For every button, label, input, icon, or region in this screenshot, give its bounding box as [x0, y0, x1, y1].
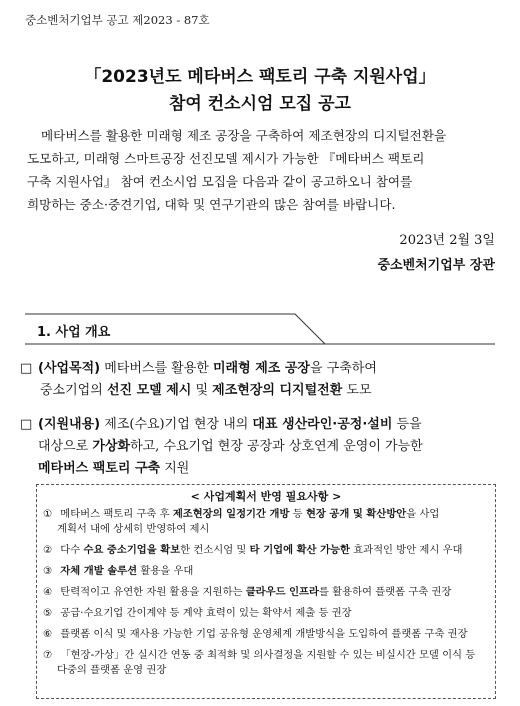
intro-line: 메타버스를 활용한 미래형 제조 공장을 구축하여 제조현장의 디지털전환을 [41, 128, 447, 143]
intro-paragraph [27, 124, 497, 216]
overview-item-purpose: □ (사업목적) 메타버스를 활용한 미래형 제조 공장을 구축하여 중소기업의 선진 모델 제시 및 제조현장의 디지털전환 도모 [38, 358, 377, 402]
intro-line: 도모하고, 미래형 스마트공장 선진모델 제시가 가능한 『메타버스 팩토리 [27, 151, 425, 166]
notice-title-line1: 「2023년도 메타버스 팩토리 구축 지원사업」 [84, 67, 436, 87]
overview-item-support: □ (지원내용) 제조(수요)기업 현장 내의 대표 생산라인·공정·설비 등을 대상으로 가상화하고, 수요기업 현장 공장과 상호연계 운영이 가능한 메타버스 팩토리 구축 지원 [38, 414, 423, 480]
item-label: (사업목적) [38, 361, 101, 376]
intro-line: 구축 지원사업』 참여 컨소시엄 모집을 다음과 같이 공고하오니 참여를 [27, 174, 413, 189]
item-label: (지원내용) [38, 417, 101, 432]
requirement-item: ① 메타버스 팩토리 구축 후 제조현장의 일정기간 개방 등 현장 공개 및 확산방안을 사업 계획서 내에 상세히 반영하여 제시 [43, 508, 440, 535]
requirement-item: ② 다수 수요 중소기업을 확보한 컨소시엄 및 타 기업에 확산 가능한 효과적인 방안 제시 우대 [43, 544, 463, 556]
intro-line: 희망하는 중소·중견기업, 대학 및 연구기관의 많은 참여를 바랍니다. [27, 197, 396, 212]
ministry-signature: 중소벤처기업부 장관 [377, 258, 495, 273]
requirement-item: ⑥ 플랫폼 이식 및 재사용 가능한 기업 공유형 운영체계 개발방식을 도입하여 플랫폼 구축 권장 [43, 628, 468, 640]
checkbox-square-icon: □ [20, 361, 33, 376]
requirement-item: ⑤ 공급·수요기업 간이계약 등 계약 효력이 있는 확약서 제출 등 권장 [43, 607, 352, 619]
notice-title-line2: 참여 컨소시엄 모집 공고 [169, 94, 351, 114]
requirement-item: ④ 탄력적이고 유연한 자원 활용을 지원하는 클라우드 인프라를 활용하여 플랫폼 구축 권장 [43, 586, 452, 598]
section-title: 1. 사업 개요 [37, 325, 111, 340]
requirements-box [36, 484, 496, 699]
requirement-item: ③ 자체 개발 솔루션 활용을 우대 [43, 565, 194, 577]
section-header [25, 313, 495, 345]
notice-date: 2023년 2월 3일 [399, 233, 495, 248]
requirements-title: < 사업계획서 반영 필요사항 > [190, 490, 342, 503]
requirement-item: ⑦ 「현장-가상」간 실시간 연동 중 최적화 및 의사결정을 지원할 수 있는 비실시간 모델 이식 등 다중의 플랫폼 운영 권장 [43, 649, 476, 676]
checkbox-square-icon: □ [20, 417, 33, 432]
notice-number: 중소벤처기업부 공고 제2023 - 87호 [25, 13, 210, 27]
